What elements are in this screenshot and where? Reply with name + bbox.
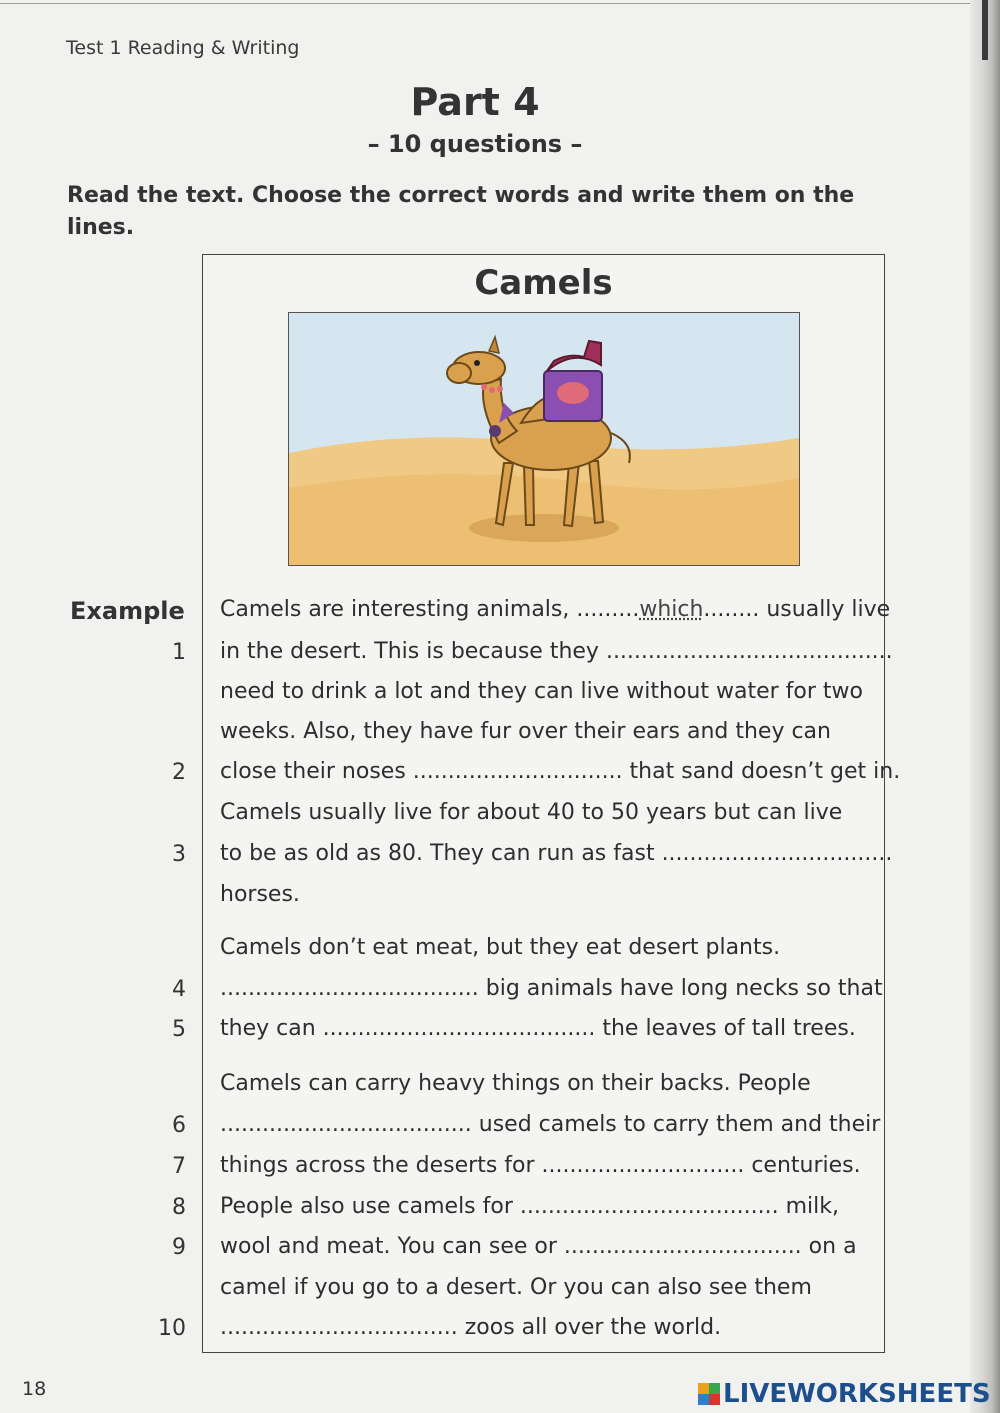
line-text: Camels are interesting animals, <box>220 597 577 622</box>
text-line: need to drink a lot and they can live without water for two <box>220 679 863 704</box>
question-number: 7 <box>172 1154 186 1179</box>
page-number: 18 <box>22 1378 47 1400</box>
text-line: ..................................... big animals have long necks so that <box>220 976 883 1001</box>
text-line: in the desert. This is because they ......................................... <box>220 639 893 664</box>
camel-illustration <box>288 312 800 566</box>
text-line: People also use camels for ..................................... milk, <box>220 1194 840 1219</box>
part-subtitle: – 10 questions – <box>367 130 583 158</box>
text-line: wool and meat. You can see or .................................. on a <box>220 1234 857 1259</box>
liveworksheets-logo-icon <box>698 1383 720 1405</box>
answer-dots: ......... <box>576 597 640 622</box>
line-text: usually live <box>759 597 891 622</box>
question-number: 2 <box>172 760 186 785</box>
part-title: Part 4 <box>410 80 540 124</box>
text-line: they can ....................................... the leaves of tall trees. <box>220 1016 856 1041</box>
text-line: .................................. zoos all over the world. <box>220 1315 722 1340</box>
text-line: to be as old as 80. They can run as fast ................................. <box>220 841 893 866</box>
text-line: Camels usually live for about 40 to 50 years but can live <box>220 800 843 825</box>
instruction-text: Read the text. Choose the correct words and write them on the lines. <box>67 183 855 240</box>
example-label: Example <box>70 597 185 625</box>
question-number: 4 <box>172 977 186 1002</box>
example-answer-field[interactable]: which <box>639 597 704 622</box>
text-line: weeks. Also, they have fur over their ears and they can <box>220 719 831 744</box>
logo-text: LIVEWORKSHEETS <box>723 1379 991 1409</box>
camel-picture-icon <box>289 313 799 565</box>
text-line: Camels can carry heavy things on their backs. People <box>220 1071 811 1096</box>
question-number: 1 <box>172 640 186 665</box>
answer-dots: ........ <box>703 597 760 622</box>
question-number: 6 <box>172 1113 186 1138</box>
question-number: 9 <box>172 1235 186 1260</box>
running-header: Test 1 Reading & Writing <box>66 37 300 59</box>
text-line: camel if you go to a desert. Or you can also see them <box>220 1275 812 1300</box>
top-rule <box>0 3 975 4</box>
text-line: horses. <box>220 882 300 907</box>
question-number: 10 <box>158 1316 186 1341</box>
text-line: .................................... used camels to carry them and their <box>220 1112 881 1137</box>
question-number: 8 <box>172 1195 186 1220</box>
page-edge-shadow <box>970 0 1000 1413</box>
text-line: things across the deserts for ............................. centuries. <box>220 1153 861 1178</box>
text-line-example <box>220 597 890 622</box>
question-number: 5 <box>172 1017 186 1042</box>
text-line: close their noses .............................. that sand doesn’t get in. <box>220 759 901 784</box>
liveworksheets-logo[interactable] <box>698 1376 991 1412</box>
text-line: Camels don’t eat meat, but they eat desert plants. <box>220 935 781 960</box>
box-title: Camels <box>474 263 613 303</box>
question-number: 3 <box>172 842 186 867</box>
